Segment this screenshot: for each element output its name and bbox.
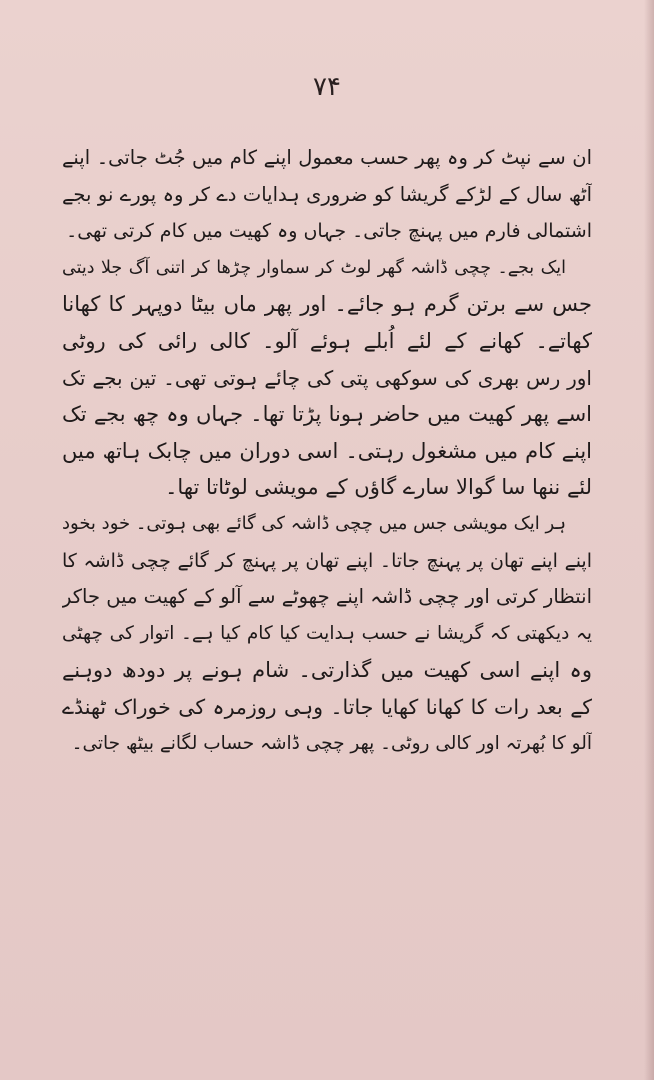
text-line: اشتمالی فارم میں پہنچ جاتی۔ جہاں وہ کھیت میں کام کرتی تھی۔ <box>66 220 592 243</box>
body-text <box>62 140 592 762</box>
page-number: ۷۴ <box>313 72 341 102</box>
text-line: وہ اپنے اسی کھیت میں گذارتی۔ شام ہونے پر دودھ دوہنے <box>62 658 592 683</box>
text-line: یہ دیکھتی کہ گریشا نے حسب ہدایت کیا کام کیا ہے۔ اتوار کی چھٹی <box>62 622 592 644</box>
text-line: آلو کا بُھرتہ اور کالی روٹی۔ پھر چچی ڈاشہ حساب لگانے بیٹھ جاتی۔ <box>71 732 592 754</box>
text-line: لئے ننھا سا گوالا سارے گاؤں کے مویشی لوٹاتا تھا۔ <box>165 475 592 500</box>
text-line: ایک بجے۔ چچی ڈاشہ گھر لوٹ کر سماوار چڑھا کر اتنی آگ جلا دیتی <box>62 257 566 278</box>
text-line: اپنے اپنے تھان پر پہنچ جاتا۔ اپنے تھان پر پہنچ کر گائے چچی ڈاشہ کا <box>62 549 592 572</box>
page-edge-shadow <box>644 0 654 1080</box>
text-line: انتظار کرتی اور چچی ڈاشہ اپنے چھوٹے سے آلو کے کھیت میں جاکر <box>62 585 592 609</box>
text-line: اسے پھر کھیت میں حاضر ہونا پڑتا تھا۔ جہاں وہ چھ بجے تک <box>62 402 592 427</box>
text-line: کے بعد رات کا کھانا کھایا جاتا۔ وہی روزمرہ کی خوراک ٹھنڈے <box>62 694 592 719</box>
text-line: ہر ایک مویشی جس میں چچی ڈاشہ کی گائے بھی ہوتی۔ خود بخود <box>62 512 566 534</box>
text-line: اور رس بھری کی سوکھی پتی کی چائے ہوتی تھی۔ تین بجے تک <box>62 365 592 390</box>
text-line: آٹھ سال کے لڑکے گریشا کو ضروری ہدایات دے کر وہ پورے نو بجے <box>62 182 592 206</box>
text-line: کھاتے۔ کھانے کے لئے اُبلے ہوئے آلو۔ کالی رائی کی روٹی <box>62 328 592 353</box>
text-line: جس سے برتن گرم ہو جائے۔ اور پھر ماں بیٹا دوپہر کا کھانا <box>62 292 592 317</box>
text-line: ان سے نپٹ کر وہ پھر حسب معمول اپنے کام میں جُٹ جاتی۔ اپنے <box>62 146 592 169</box>
text-line: اپنے کام میں مشغول رہتی۔ اسی دوران میں چابک ہاتھ میں <box>62 438 592 463</box>
